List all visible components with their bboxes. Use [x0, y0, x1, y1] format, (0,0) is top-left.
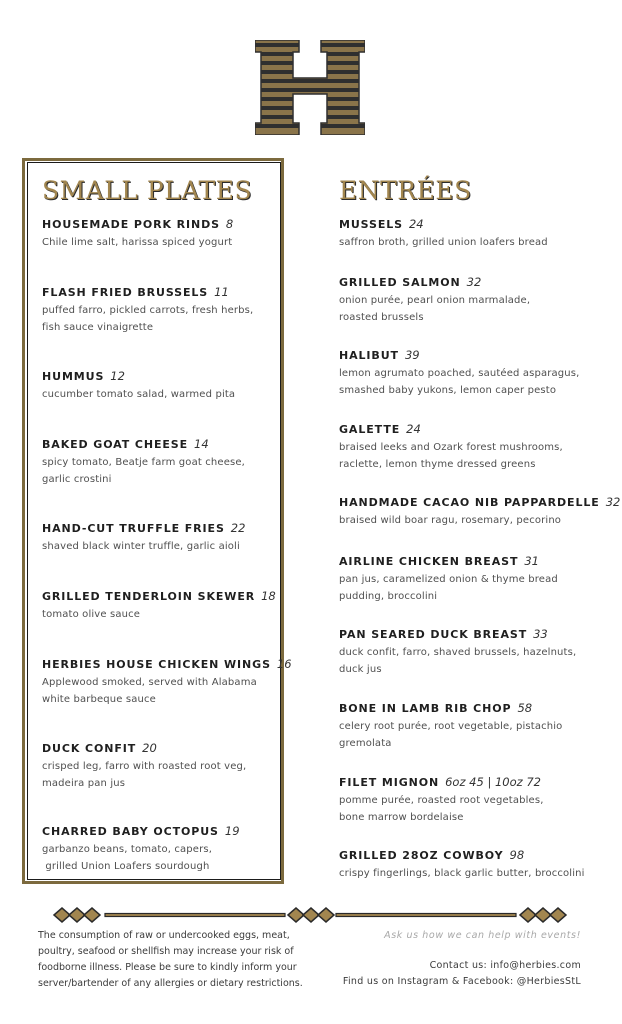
small-plate-item [42, 824, 304, 875]
item-description [42, 303, 304, 336]
item-description-line: garbanzo beans, tomato, capers, [42, 844, 213, 855]
item-description-line: lemon agrumato poached, sautéed asparagus, [339, 368, 580, 379]
small-plate-item [42, 589, 304, 624]
item-description-line: saffron broth, grilled union loafers bread [339, 237, 548, 248]
entrees-title: ENTRÉES [339, 176, 472, 205]
item-description-line: madeira pan jus [42, 777, 126, 789]
item-name: DUCK CONFIT [42, 742, 137, 755]
item-name: GRILLED TENDERLOIN SKEWER [42, 590, 256, 603]
item-price: 6oz 45 | 10oz 72 [445, 775, 541, 789]
item-price: 12 [110, 369, 125, 383]
item-description-line: puffed farro, pickled carrots, fresh herbs, [42, 305, 254, 316]
item-description-line: fish sauce vinaigrette [42, 321, 154, 333]
item-description [339, 366, 601, 399]
item-description [42, 235, 304, 252]
item-description [339, 645, 601, 678]
diamond-icon [69, 908, 85, 922]
ornamental-divider [50, 905, 570, 925]
small-plate-item [42, 741, 304, 792]
diamond-icon [550, 908, 566, 922]
herbies-logo [255, 40, 365, 135]
item-price: 32 [605, 495, 621, 509]
item-description-line: braised leeks and Ozark forest mushrooms, [339, 442, 563, 453]
item-description-line: braised wild boar ragu, rosemary, pecorino [339, 515, 562, 526]
right-ornament [520, 908, 566, 922]
item-description-line: grilled Union Loafers sourdough [42, 860, 210, 872]
diamond-icon [303, 908, 319, 922]
disclaimer-line: server/bartender of any allergies or dietary restrictions. [38, 978, 303, 989]
entree-item [339, 554, 601, 605]
food-safety-disclaimer [38, 928, 323, 992]
item-price: 22 [230, 521, 246, 535]
disclaimer-line: foodborne illness. Please be sure to kindly inform your [38, 962, 297, 973]
item-description-line: smashed baby yukons, lemon caper pesto [339, 384, 557, 396]
item-price: 14 [194, 437, 209, 451]
contact-block [301, 928, 581, 990]
item-price: 24 [406, 422, 421, 436]
item-description-line: spicy tomato, Beatje farm goat cheese, [42, 457, 245, 468]
entree-item [339, 701, 601, 752]
item-name: HAND-CUT TRUFFLE FRIES [42, 522, 225, 535]
item-name: PAN SEARED DUCK BREAST [339, 628, 528, 641]
item-price: 24 [408, 217, 424, 231]
small-plate-item [42, 657, 304, 708]
item-description-line: celery root purée, root vegetable, pistachio [339, 721, 563, 732]
item-name: HOUSEMADE PORK RINDS [42, 218, 220, 231]
item-description [42, 539, 304, 556]
small-plate-item [42, 437, 304, 488]
item-name: CHARRED BABY OCTOPUS [42, 825, 219, 838]
item-description-line: garlic crostini [42, 473, 112, 485]
item-name: HALIBUT [339, 349, 399, 362]
item-name: FLASH FRIED BRUSSELS [42, 286, 209, 299]
entree-item [339, 422, 601, 473]
entree-item [339, 217, 601, 252]
item-name: BAKED GOAT CHEESE [42, 438, 189, 451]
disclaimer-line: The consumption of raw or undercooked eggs, meat, [38, 930, 290, 941]
item-price: 16 [276, 657, 292, 671]
item-name: HANDMADE CACAO NIB PAPPARDELLE [339, 496, 600, 509]
entree-item [339, 348, 601, 399]
item-description [42, 387, 304, 404]
item-description [339, 793, 601, 826]
item-name: MUSSELS [339, 218, 403, 231]
item-description-line: pudding, broccolini [339, 590, 438, 602]
entree-item [339, 848, 601, 883]
item-description-line: onion purée, pearl onion marmalade, [339, 295, 531, 306]
small-plate-item [42, 285, 304, 336]
item-description [42, 759, 304, 792]
entree-item [339, 627, 601, 678]
item-name: HUMMUS [42, 370, 105, 383]
small-plate-item [42, 369, 304, 404]
diamond-icon [520, 908, 536, 922]
social-handle: Find us on Instagram & Facebook: @HerbiesStL [342, 976, 581, 987]
left-ornament [54, 908, 100, 922]
item-description-line: Applewood smoked, served with Alabama [42, 677, 257, 688]
item-description-line: white barbeque sauce [42, 693, 156, 705]
center-ornament [288, 908, 334, 922]
item-description-line: duck confit, farro, shaved brussels, hazelnuts, [339, 647, 577, 658]
item-name: GALETTE [339, 423, 401, 436]
item-description-line: cucumber tomato salad, warmed pita [42, 389, 236, 400]
item-description-line: duck jus [339, 663, 382, 675]
item-description-line: pomme purée, roasted root vegetables, [339, 795, 544, 806]
item-description [339, 513, 601, 530]
item-description-line: raclette, lemon thyme dressed greens [339, 458, 536, 470]
item-description [339, 572, 601, 605]
item-description-line: gremolata [339, 737, 392, 749]
small-plate-item [42, 217, 304, 252]
item-description-line: roasted brussels [339, 311, 424, 323]
item-price: 8 [225, 217, 234, 231]
diamond-icon [54, 908, 70, 922]
item-name: HERBIES HOUSE CHICKEN WINGS [42, 658, 271, 671]
small-plate-item [42, 521, 304, 556]
events-tagline: Ask us how we can help with events! [384, 930, 581, 941]
contact-email: Contact us: info@herbies.com [429, 960, 581, 971]
diamond-icon [535, 908, 551, 922]
entree-item [339, 495, 621, 530]
item-name: AIRLINE CHICKEN BREAST [339, 555, 519, 568]
item-description-line: bone marrow bordelaise [339, 811, 464, 823]
item-price: 39 [404, 348, 420, 362]
item-name: GRILLED SALMON [339, 276, 461, 289]
item-price: 18 [261, 589, 276, 603]
item-description [339, 719, 601, 752]
item-description [339, 866, 601, 883]
item-description-line: crispy fingerlings, black garlic butter, broccolini [339, 868, 585, 879]
item-description-line: pan jus, caramelized onion & thyme bread [339, 574, 558, 585]
item-price: 19 [224, 824, 240, 838]
item-description [42, 675, 304, 708]
item-description [339, 440, 601, 473]
item-price: 33 [533, 627, 548, 641]
entree-item [339, 275, 601, 326]
item-description-line: tomato olive sauce [42, 609, 141, 620]
item-price: 20 [142, 741, 157, 755]
item-price: 58 [517, 701, 533, 715]
item-description [339, 293, 601, 326]
item-price: 32 [466, 275, 482, 289]
item-description-line: shaved black winter truffle, garlic aioli [42, 541, 240, 552]
small-plates-title: SMALL PLATES [42, 176, 253, 205]
item-name: GRILLED 28OZ COWBOY [339, 849, 504, 862]
entree-item [339, 775, 601, 826]
diamond-icon [288, 908, 304, 922]
disclaimer-line: poultry, seafood or shellfish may increase your risk of [38, 946, 294, 957]
item-description-line: Chile lime salt, harissa spiced yogurt [42, 237, 233, 248]
item-description [339, 235, 601, 252]
item-name: BONE IN LAMB RIB CHOP [339, 702, 512, 715]
item-name: FILET MIGNON [339, 776, 440, 789]
item-description [42, 842, 304, 875]
diamond-icon [84, 908, 100, 922]
item-price: 98 [509, 848, 525, 862]
item-description [42, 455, 304, 488]
item-description-line: crisped leg, farro with roasted root veg, [42, 761, 247, 772]
item-description [42, 607, 304, 624]
item-price: 11 [214, 285, 229, 299]
item-price: 31 [524, 554, 539, 568]
diamond-icon [318, 908, 334, 922]
